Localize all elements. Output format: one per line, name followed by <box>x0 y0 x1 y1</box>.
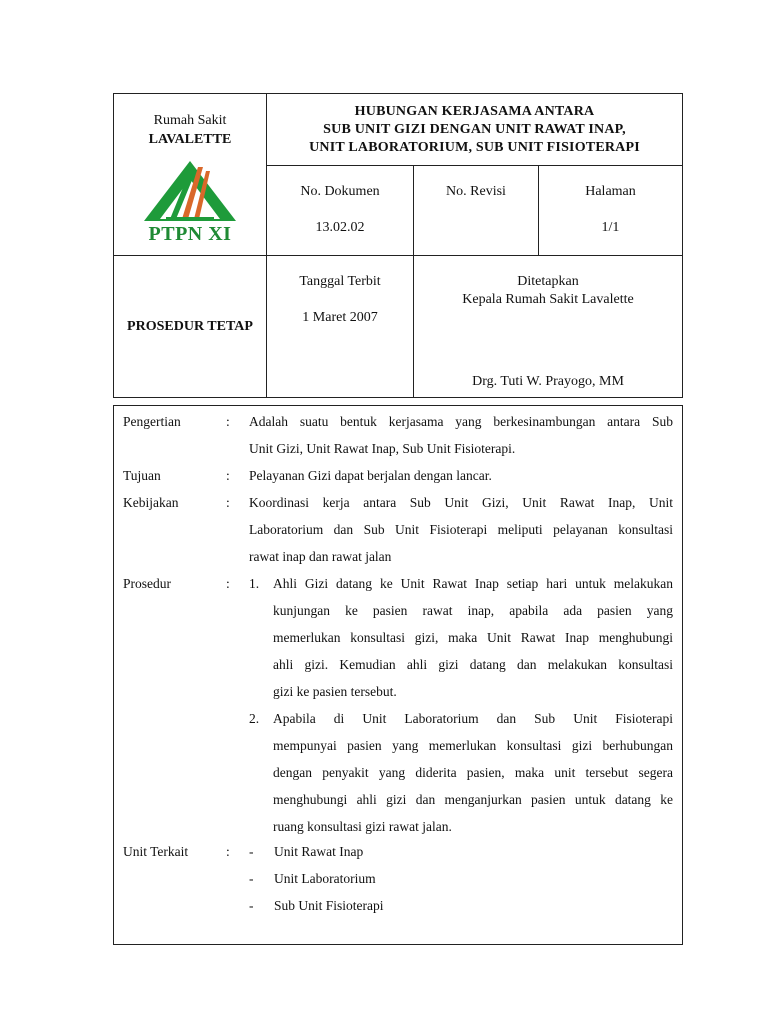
ditetapkan-label: Ditetapkan <box>517 274 579 289</box>
document-title <box>267 94 682 165</box>
text-line: dengan penyakit yang diderita pasien, maka unit tersebut segera <box>273 765 673 780</box>
text-line: Ahli Gizi datang ke Unit Rawat Inap setiap hari untuk melakukan <box>273 576 673 591</box>
no-revisi-cell <box>414 166 538 255</box>
pengertian-label: Pengertian <box>123 414 181 429</box>
item-number: 1. <box>249 576 260 591</box>
title-line: HUBUNGAN KERJASAMA ANTARA <box>354 103 595 119</box>
text-line: memerlukan konsultasi gizi, maka Unit Rawat Inap menghubungi <box>273 630 673 645</box>
tanggal-terbit-label: Tanggal Terbit <box>299 274 381 289</box>
colon: : <box>226 844 230 859</box>
tanggal-terbit-cell <box>267 256 413 397</box>
text-line: Koordinasi kerja antara Sub Unit Gizi, Unit Rawat Inap, Unit <box>249 495 673 510</box>
ptpn-logo-icon <box>140 159 240 229</box>
no-dokumen-label: No. Dokumen <box>300 184 380 199</box>
item-text <box>273 705 673 840</box>
colon: : <box>226 576 230 591</box>
no-dokumen-value: 13.02.02 <box>315 220 365 235</box>
unit-item: Unit Rawat Inap <box>274 844 364 859</box>
prosedur-row <box>114 570 682 840</box>
halaman-value: 1/1 <box>601 220 620 235</box>
halaman-cell <box>539 166 682 255</box>
unit-item: Unit Laboratorium <box>274 871 376 886</box>
tujuan-label: Tujuan <box>123 468 161 483</box>
text-line: gizi ke pasien tersebut. <box>273 684 397 699</box>
procedure-body <box>113 405 683 945</box>
item-text <box>273 570 673 705</box>
no-revisi-label: No. Revisi <box>446 184 506 199</box>
text-line: ahli gizi. Kemudian ahli gizi datang dan melakukan konsultasi <box>273 657 673 672</box>
prosedur-label: Prosedur <box>123 576 171 591</box>
title-line: UNIT LABORATORIUM, SUB UNIT FISIOTERAPI <box>309 139 640 155</box>
list-bullet: - <box>249 898 254 913</box>
prosedur-tetap-label: PROSEDUR TETAP <box>127 318 253 334</box>
no-dokumen-cell <box>267 166 413 255</box>
ptpn-logo <box>140 159 240 249</box>
list-bullet: - <box>249 871 254 886</box>
tanggal-terbit-value: 1 Maret 2007 <box>302 310 378 325</box>
unit-terkait-row <box>114 838 682 919</box>
prosedur-tetap-cell <box>114 256 266 397</box>
pengertian-text <box>249 408 673 462</box>
pengertian-row <box>114 408 682 462</box>
text-line: menghubungi ahli gizi dan menganjurkan pasien untuk datang ke <box>273 792 673 807</box>
unit-terkait-label: Unit Terkait <box>123 844 189 859</box>
title-line: SUB UNIT GIZI DENGAN UNIT RAWAT INAP, <box>323 121 626 137</box>
unit-item: Sub Unit Fisioterapi <box>274 898 384 913</box>
colon: : <box>226 414 230 429</box>
tujuan-row <box>114 462 682 489</box>
text-line: Adalah suatu bentuk kerjasama yang berkesinambungan antara Sub <box>249 414 673 429</box>
logo-text: PTPN XI <box>148 223 232 245</box>
text-line: kunjungan ke pasien rawat inap, apabila ada pasien yang <box>273 603 673 618</box>
kebijakan-row <box>114 489 682 570</box>
ditetapkan-cell <box>414 256 682 397</box>
halaman-label: Halaman <box>585 184 636 199</box>
hospital-cell <box>114 94 266 255</box>
kebijakan-label: Kebijakan <box>123 495 179 510</box>
colon: : <box>226 495 230 510</box>
header-table <box>113 93 683 398</box>
hospital-label: Rumah Sakit <box>153 113 227 128</box>
ditetapkan-by: Kepala Rumah Sakit Lavalette <box>462 292 634 307</box>
colon: : <box>226 468 230 483</box>
item-number: 2. <box>249 711 260 726</box>
text-line: Unit Gizi, Unit Rawat Inap, Sub Unit Fisioterapi. <box>249 441 516 456</box>
text-line: mempunyai pasien yang memerlukan konsultasi gizi berhubungan <box>273 738 673 753</box>
tujuan-text: Pelayanan Gizi dapat berjalan dengan lancar. <box>249 468 492 483</box>
signatory-name: Drg. Tuti W. Prayogo, MM <box>472 374 624 389</box>
text-line: Apabila di Unit Laboratorium dan Sub Unit Fisioterapi <box>273 711 673 726</box>
text-line: ruang konsultasi gizi rawat jalan. <box>273 819 452 834</box>
hospital-name: LAVALETTE <box>148 132 232 147</box>
text-line: Laboratorium dan Sub Unit Fisioterapi meliputi pelayanan konsultasi <box>249 522 673 537</box>
text-line: rawat inap dan rawat jalan <box>249 549 392 564</box>
list-bullet: - <box>249 844 254 859</box>
kebijakan-text <box>249 489 673 570</box>
